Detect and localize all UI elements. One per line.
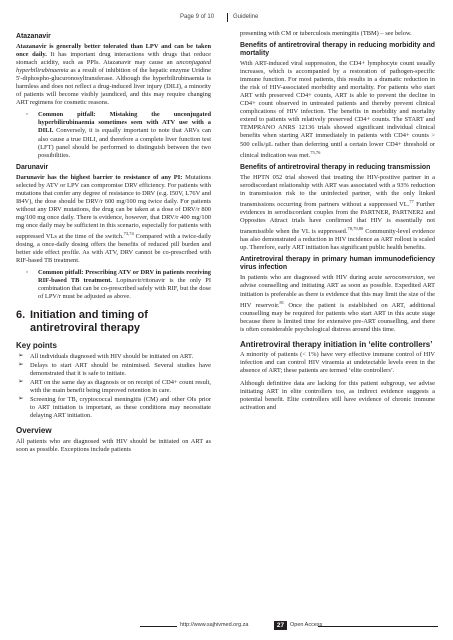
darunavir-paragraph: Darunavir has the highest barrier to resistance of any PI: Mutations selected by ATV or LPV can compromise DRV efficiency. For patients with mutations that confer any degree of resistance to DRV (e.g. I50V, L76V and I84V), the dose should be DRV/r 600 mg/100 mg twice daily. For patients without any DRV mutations, the drug can be taken at a dose of DRV/r 800 mg/100 mg once daily. There is evidence, however, that DRV/r 400 mg/100 mg once daily may be sufficient in this scenario, especially for patients with suppressed VLs at the time of the switch.$^{73,74}$ Compared with a twice-daily dosing, a once-daily dosing offers the benefits of reduced pill burden and better side effect profile. As with ATV, DRV cannot be co-prescribed with RIF-based TB treatment. [16, 173, 211, 265]
elite-controllers-paragraph: A minority of patients (< 1%) have very effective immune control of HIV infection and can control HIV viraemia at undetectable levels even in the absence of ART; these patients are termed ‘elite controllers’. [240, 351, 435, 375]
benefits-morbidity-paragraph: With ART-induced viral suppression, the CD4+ lymphocyte count usually increases, which is accompanied by a restoration of pathogen-specific immune function. For most patients, this results in a dramatic reduction in the risk of HIV-associated morbidity and mortality. For patients who start ART with preserved CD4+ counts, ART is able to prevent the decline in CD4+ count observed in untreated patients and thereby prevent clinical complications of HIV infection. The benefits in morbidity and mortality extend to patients with relatively preserved CD4+ counts. The START and TEMPRANO ANRS 12136 trials showed significant individual clinical benefits when starting ART immediately in patients with CD4+ counts > 500 cells/µL rather than deferring until a certain lower CD4+ threshold or clinical indication was met.$^{75,76}$ [240, 60, 435, 159]
right-column [240, 30, 435, 416]
page-number: 27 [274, 621, 287, 630]
key-point: ➢ Delays to start ART should be minimised. Several studies have demonstrated that it is safe to initiate. [30, 362, 211, 378]
open-access-label: Open Access [290, 622, 323, 628]
journal-url[interactable]: http://www.sajhivmed.org.za [180, 622, 249, 628]
elite-controllers-paragraph-2: Although definitive data are lacking for this patient subgroup, we advise initiating ART in elite controllers too, as indirect evidence suggests a potential benefit. Elite controllers still have evidence of chronic immune activation and [240, 379, 435, 411]
section-label: Guideline [233, 14, 259, 20]
overview-paragraph: All patients who are diagnosed with HIV should be initiated on ART as soon as possible. Exceptions include patients [16, 437, 211, 453]
key-point: ➢ Screening for TB, cryptococcal meningitis (CM) and other OIs prior to ART initiation is important, as these conditions may necessitate delaying ART initiation. [30, 396, 211, 420]
benefits-transmission-heading: Benefits of antiretroviral therapy in reducing transmission [240, 163, 431, 171]
primary-infection-paragraph: In patients who are diagnosed with HIV during acute seroconversion, we advise counselling and initiating ART as soon as possible. Expedited ART initiation is preferable as there is evidence that this may limit the size of the HIV reservoir.$^{81}$ Once the patient is established on ART, additional counselling may be required for patients who start ART in this acute stage because there is limited time for extensive pre-ART counselling, and there is often considerable psychological distress around this time. [240, 274, 435, 333]
left-column [16, 30, 211, 458]
section-6-heading: 6. Initiation and timing of antiretroviral therapy [16, 309, 148, 335]
pitfall-item: ◦ Common pitfall: Prescribing ATV or DRV in patients receiving RIF-based TB treatment. Lopinavir/ritonavir is the only PI combination that can be co-prescribed safely with RIF, but the dose of LPV/r must be adjusted as above. [38, 269, 211, 301]
key-point: ➢ All individuals diagnosed with HIV should be initiated on ART. [30, 353, 211, 361]
footer-rule-right [318, 626, 438, 627]
footer-rule-left [140, 626, 177, 627]
primary-infection-heading: Antiretroviral therapy in primary human immunodeficiency virus infection [240, 256, 435, 272]
pitfall-list-2 [16, 269, 211, 301]
pitfall-list-1 [16, 111, 211, 159]
page-footer [140, 622, 440, 632]
continued-paragraph: presenting with CM or tuberculosis meningitis (TBM) – see below. [240, 30, 412, 37]
key-points-list [16, 353, 211, 420]
darunavir-heading: Darunavir [16, 163, 49, 171]
page-label: Page 9 of 10 [180, 14, 215, 20]
key-point: ➢ ART on the same day as diagnosis or on receipt of CD4+ count result, with the main benefit being improved retention in care. [30, 379, 211, 395]
elite-controllers-heading: Antiretroviral therapy initiation in ‘elite controllers’ [240, 339, 433, 349]
atazanavir-paragraph: Atazanavir is generally better tolerated than LPV and can be taken once daily. It has important drug interactions with drugs that reduce stomach acidity, such as PPIs. Atazanavir may cause an unconjugated hyperbilirubinaemia as a result of inhibition of the hepatic enzyme Uridine 5'-diphospho-glucuronosyltransferase. Although the hyperbilirubinaemia is harmless and does not reflect a drug-induced liver injury (DILI), a minority of patients will become visibly jaundiced, and this may require changing ART regimens for cosmetic reasons. [16, 43, 211, 107]
benefits-transmission-paragraph: The HPTN 052 trial showed that treating the HIV-positive partner in a serodiscordant relationship with ART was associated with a 93% reduction in transmission risk to the uninfected partner, with the only linked transmissions occurring from partners without a suppressed VL.$^{77}$ Further evidences in serodiscordant couples from the PARTNER, PARTNER2 and Opposites Attract trials have confirmed that HIV is essentially not transmissible when the VL is suppressed.$^{78,79,80}$ Community-level evidence has also demonstrated a reduction in HIV incidence as ART rollout is scaled up. Therefore, early ART initiation has significant public health benefits. [240, 173, 435, 252]
atazanavir-heading: Atazanavir [16, 33, 51, 40]
page-header [180, 14, 440, 24]
benefits-morbidity-heading: Benefits of antiretroviral therapy in reducing morbidity and mortality [240, 42, 435, 58]
header-divider [227, 13, 228, 22]
key-points-heading: Key points [16, 341, 57, 351]
overview-heading: Overview [16, 426, 52, 436]
pitfall-item: ◦ Common pitfall: Mistaking the unconjugated hyperbilirubinaemia sometimes seen with ATV use with a DILI. Conversely, it is equally important to note that ARVs can also cause a true DILI, and therefore a complete liver function test (LFT) panel should be performed to distinguish between the two possibilities. [38, 111, 211, 159]
